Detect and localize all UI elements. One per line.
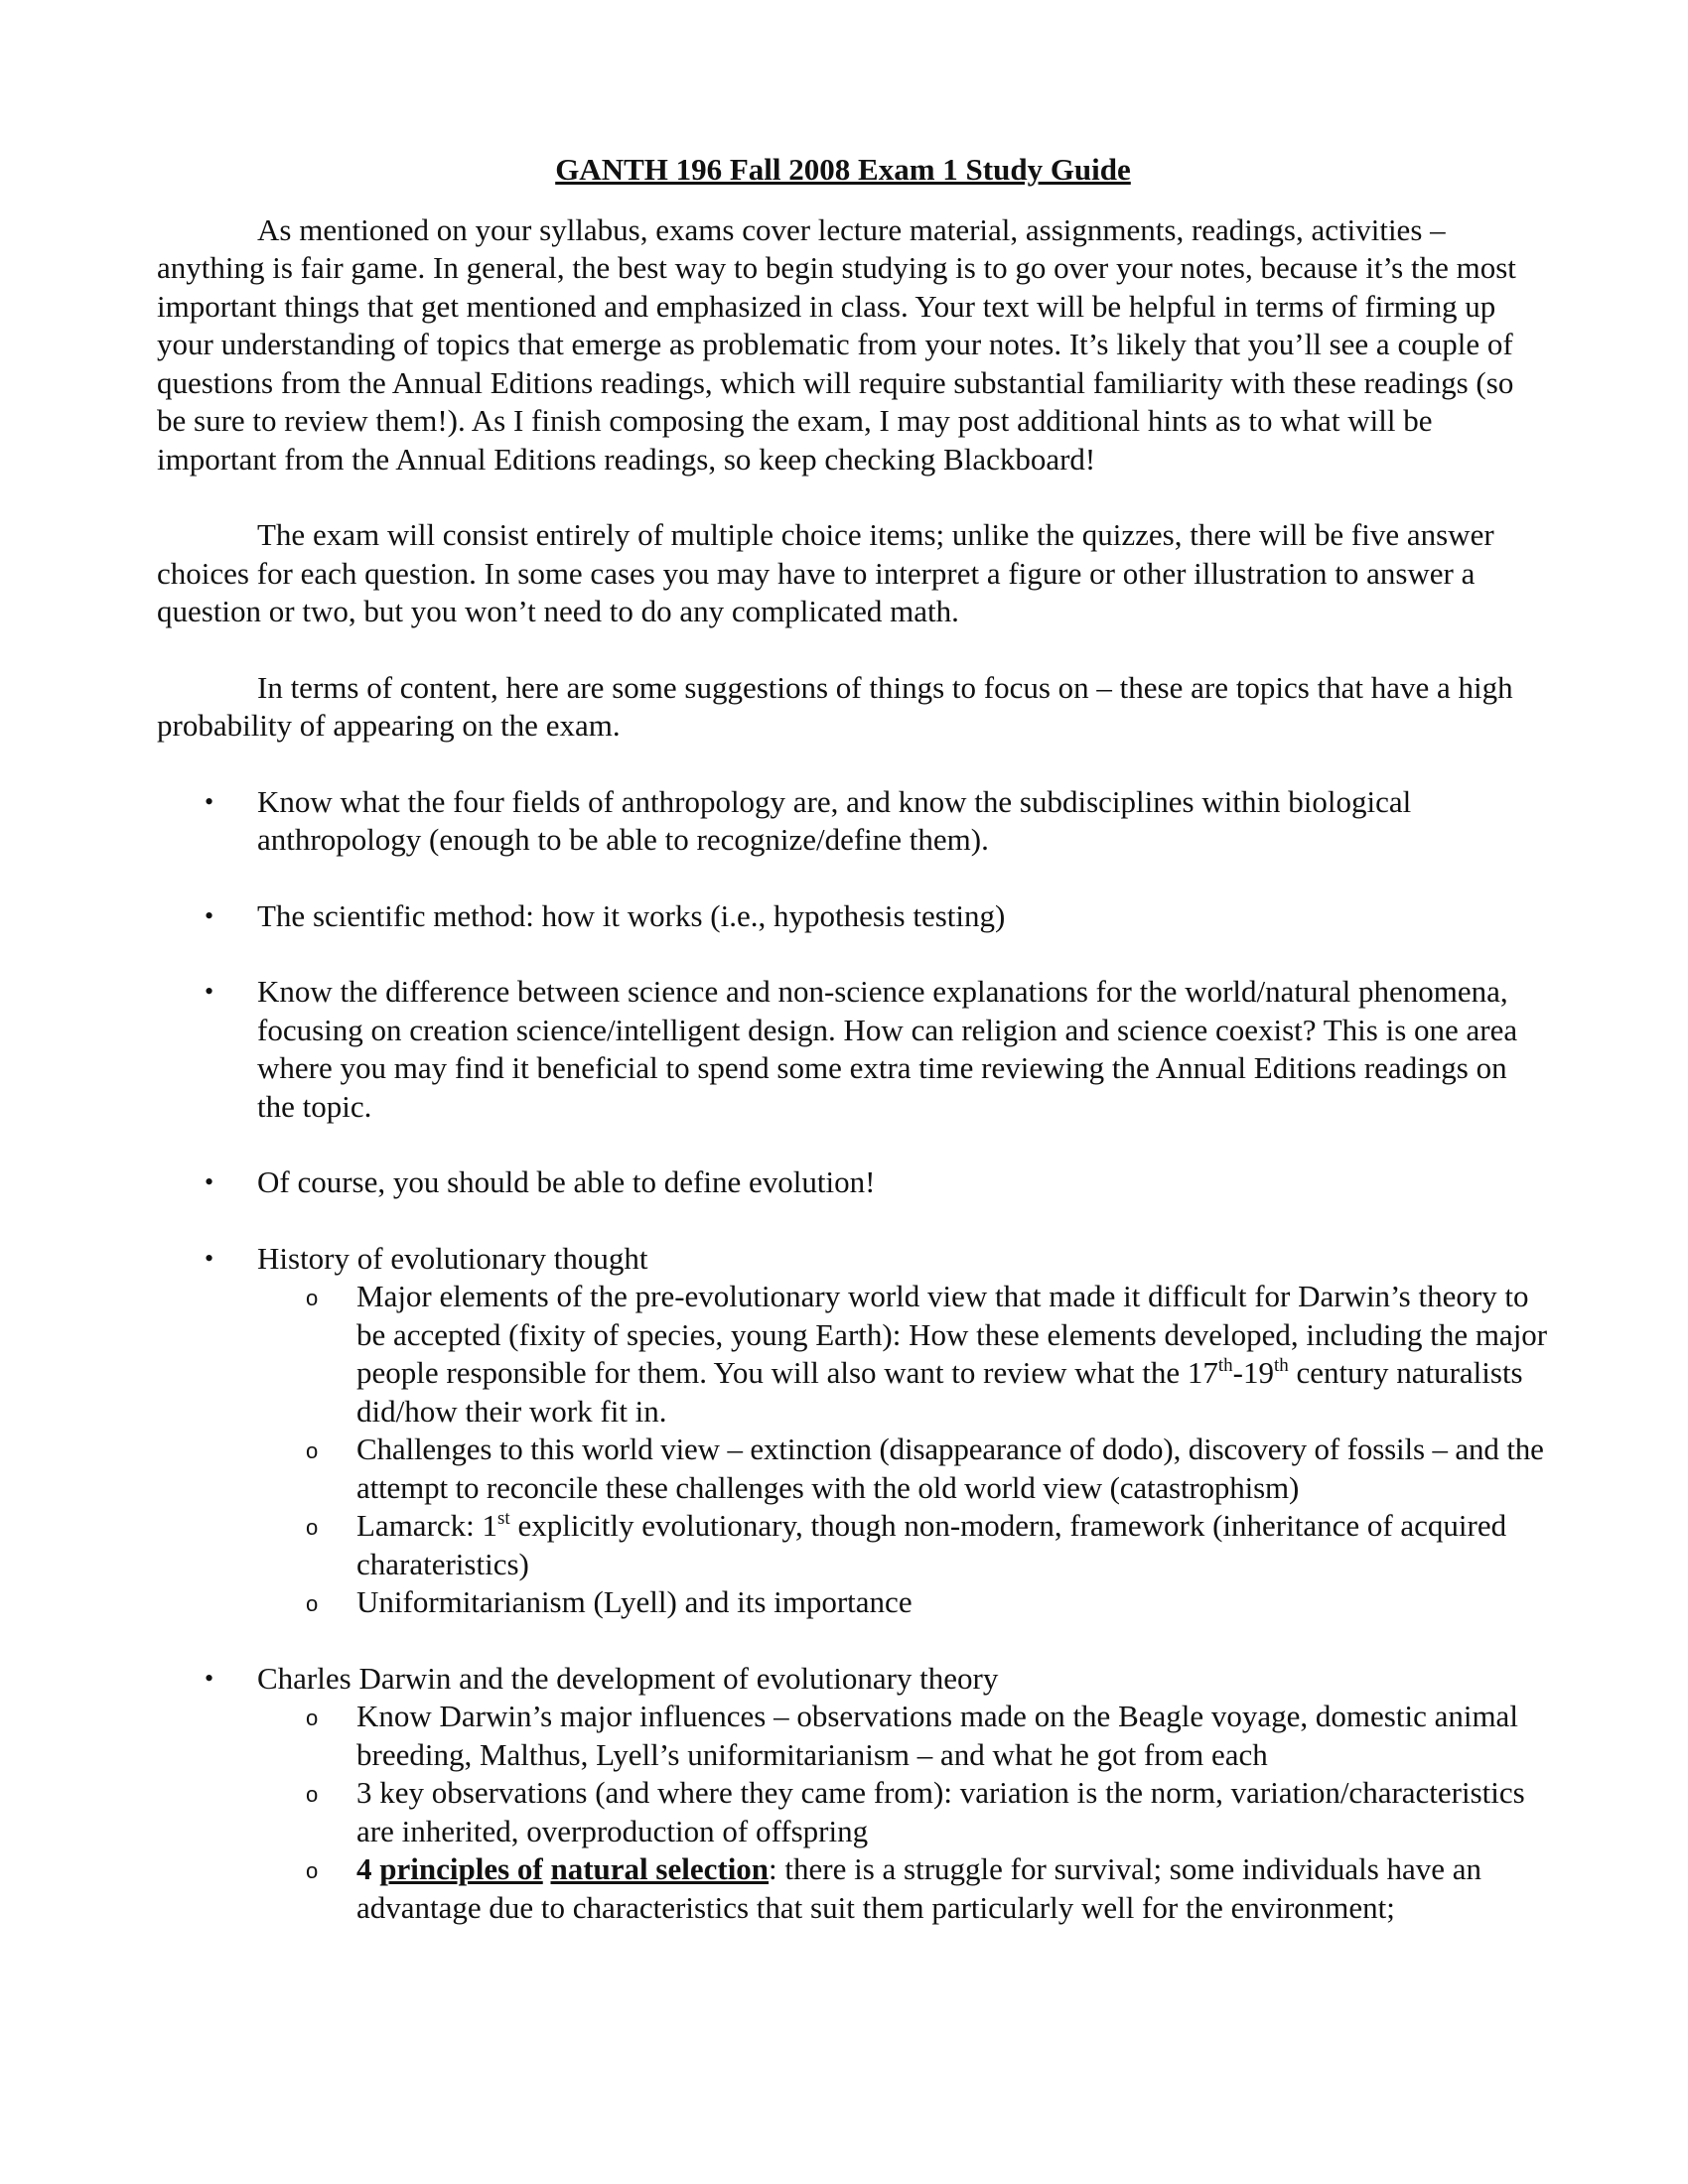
circle-bullet-icon: o xyxy=(306,1286,319,1310)
topic-science-vs-nonscience xyxy=(157,973,1529,1126)
topic-history-evolutionary-thought xyxy=(157,1240,1548,1622)
subtopic-key-observations xyxy=(257,1774,1549,1850)
bullet-icon: • xyxy=(205,1167,214,1196)
topic-list xyxy=(157,783,1548,1928)
circle-bullet-icon: o xyxy=(306,1591,319,1616)
bullet-icon: • xyxy=(205,977,214,1006)
intro-paragraph: As mentioned on your syllabus, exams cover lecture material, assignments, readings, activities – anything is fair game. In general, the best way to begin studying is to go over your notes, because it’s the most important things that get mentioned and emphasized in class. Your text will be helpful in terms of firming up your understanding of topics that emerge as problematic from your notes. It’s likely that you’ll see a couple of questions from the Annual Editions readings, which will require substantial familiarity with these readings (so be sure to review them!). As I finish composing the exam, I may post additional hints as to what will be important from the Annual Editions readings, so keep checking Blackboard! xyxy=(157,211,1516,477)
bullet-icon: • xyxy=(205,900,214,930)
exam-format-paragraph: The exam will consist entirely of multiple choice items; unlike the quizzes, there will be five answer choices for each question. In some cases you may have to interpret a figure or other illustration to answer a question or two, but you won’t need to do any complicated math. xyxy=(157,517,1494,628)
topic-define-evolution xyxy=(157,1163,1529,1202)
subtopic-lamarck xyxy=(257,1507,1549,1583)
subtopic-text: 4 principles of natural selection: there is a struggle for survival; some individuals have an advantage due to characteristics that suit them particularly well for the environment; xyxy=(356,1851,1482,1925)
subtopic-text: Challenges to this world view – extinction (disappearance of dodo), discovery of fossils – and the attempt to reconcile these challenges with the old world view (catastrophism) xyxy=(356,1432,1544,1505)
subtopic-text: Uniformitarianism (Lyell) and its importance xyxy=(356,1584,913,1619)
circle-bullet-icon: o xyxy=(306,1782,319,1807)
subtopic-natural-selection xyxy=(257,1850,1549,1927)
topic-scientific-method xyxy=(157,897,1529,936)
circle-bullet-icon: o xyxy=(306,1438,319,1463)
circle-bullet-icon: o xyxy=(306,1858,319,1883)
topic-darwin xyxy=(157,1660,1529,1928)
topic-text: Know what the four fields of anthropology are, and know the subdisciplines within biological anthropology (enough to be able to recognize/define them). xyxy=(257,783,1412,857)
subtopic-challenges xyxy=(257,1431,1549,1507)
subtopic-text: Lamarck: 1st explicitly evolutionary, though non-modern, framework (inheritance of acquired charateristics) xyxy=(356,1508,1507,1581)
subtopic-text: Know Darwin’s major influences – observations made on the Beagle voyage, domestic animal breeding, Malthus, Lyell’s uniformitarianism – and what he got from each xyxy=(356,1699,1518,1772)
topic-text: Charles Darwin and the development of evolutionary theory xyxy=(257,1660,999,1696)
subtopic-text: Major elements of the pre-evolutionary world view that made it difficult for Darwin’s theory to be accepted (fixity of species, young Earth): How these elements developed, including the major people responsible for them. You will also want to review what the 17th-19th century naturalists did/how their work fit in. xyxy=(356,1279,1548,1429)
bullet-icon: • xyxy=(205,1243,214,1273)
bullet-icon: • xyxy=(205,1663,214,1693)
subtopic-text: 3 key observations (and where they came from): variation is the norm, variation/characteristics are inherited, overproduction of offspring xyxy=(356,1775,1525,1848)
topic-text: Know the difference between science and non-science explanations for the world/natural phenomena, focusing on creation science/intelligent design. How can religion and science coexist? This is one area where you may find it beneficial to spend some extra time reviewing the Annual Editions readings on the topic. xyxy=(257,974,1518,1124)
topic-text: Of course, you should be able to define evolution! xyxy=(257,1164,876,1199)
circle-bullet-icon: o xyxy=(306,1706,319,1730)
page-title: GANTH 196 Fall 2008 Exam 1 Study Guide xyxy=(555,152,1131,187)
circle-bullet-icon: o xyxy=(306,1515,319,1540)
subtopic-list xyxy=(257,1278,1548,1622)
content-paragraph: In terms of content, here are some suggestions of things to focus on – these are topics that have a high probability of appearing on the exam. xyxy=(157,669,1513,743)
document-body xyxy=(157,151,1548,1965)
subtopic-darwin-influences xyxy=(257,1698,1549,1774)
topic-four-fields xyxy=(157,783,1529,860)
subtopic-preevolutionary-view xyxy=(257,1278,1549,1431)
subtopic-uniformitarianism xyxy=(257,1583,1549,1622)
topic-text: History of evolutionary thought xyxy=(257,1240,648,1276)
topic-text: The scientific method: how it works (i.e., hypothesis testing) xyxy=(257,897,1006,933)
subtopic-list xyxy=(257,1698,1529,1927)
bullet-icon: • xyxy=(205,786,214,816)
